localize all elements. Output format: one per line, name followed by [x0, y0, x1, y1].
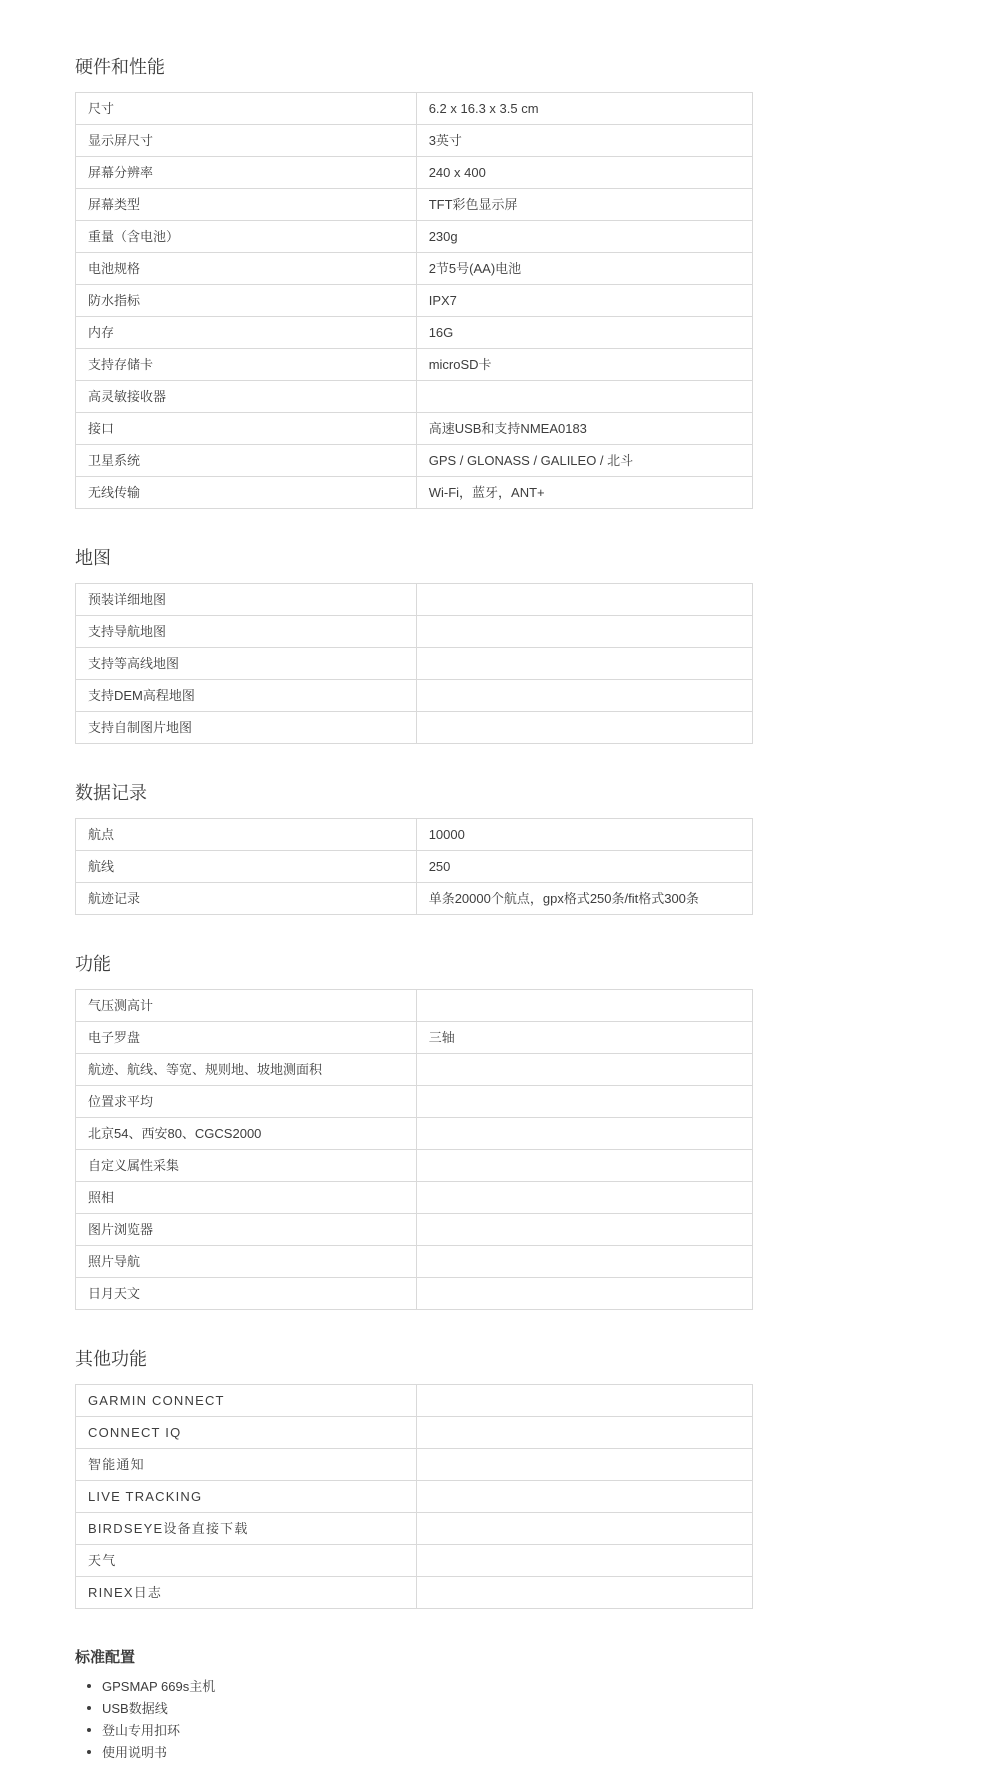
spec-row: [76, 616, 752, 648]
spec-value: [417, 1513, 752, 1544]
spec-label: 气压测高计: [76, 990, 417, 1021]
spec-row: [76, 819, 752, 851]
spec-value: TFT彩色显示屏: [428, 196, 518, 212]
spec-row: [76, 221, 752, 253]
spec-label: 预装详细地图: [76, 584, 417, 615]
spec-row: [76, 1278, 752, 1309]
spec-label: 航迹记录: [76, 883, 417, 914]
bullet-item: [87, 1723, 753, 1738]
spec-value: [417, 1214, 752, 1245]
spec-row: [76, 1513, 752, 1545]
spec-value: 2节5号(AA)电池: [428, 260, 522, 276]
bullet-item-text: 登山专用扣环: [102, 1723, 181, 1738]
bullet-item-text: USB数据线: [102, 1701, 168, 1716]
spec-label: 北京54、西安80、CGCS2000: [76, 1118, 417, 1149]
spec-label: 卫星系统: [76, 445, 417, 476]
section: [75, 1647, 753, 1760]
spec-label: 自定义属性采集: [76, 1150, 417, 1181]
spec-value: [417, 1118, 752, 1149]
spec-row: [76, 990, 752, 1022]
spec-row: [76, 189, 752, 221]
spec-label: 接口: [76, 413, 417, 444]
spec-value: [417, 1449, 752, 1480]
spec-value: 230g: [428, 228, 458, 244]
spec-label: 电池规格: [76, 253, 417, 284]
spec-value: 6.2 x 16.3 x 3.5 cm: [428, 100, 539, 116]
bullet-item: [87, 1679, 753, 1694]
spec-label: 支持导航地图: [76, 616, 417, 647]
section-title: 硬件和性能: [75, 57, 165, 77]
spec-row: [76, 477, 752, 508]
spec-row: [76, 1449, 752, 1481]
spec-value: 10000: [428, 826, 465, 842]
spec-value: [417, 1086, 752, 1117]
spec-value: 250: [428, 858, 451, 874]
spec-row: [76, 1577, 752, 1608]
spec-row: [76, 93, 752, 125]
section: [75, 547, 753, 744]
spec-label: 支持自制图片地图: [76, 712, 417, 743]
spec-table: [75, 583, 753, 744]
spec-label: 电子罗盘: [76, 1022, 417, 1053]
spec-row: [76, 712, 752, 743]
spec-value: [417, 1246, 752, 1277]
spec-label: 图片浏览器: [76, 1214, 417, 1245]
spec-row: [76, 1086, 752, 1118]
spec-row: [76, 1481, 752, 1513]
section-title: 地图: [75, 548, 111, 568]
spec-row: [76, 1246, 752, 1278]
section-title: 功能: [75, 954, 111, 974]
spec-row: [76, 1022, 752, 1054]
spec-label: 无线传输: [76, 477, 417, 508]
spec-value: [417, 990, 752, 1021]
section: [75, 1348, 753, 1609]
spec-value: [417, 680, 752, 711]
spec-value: [417, 1182, 752, 1213]
spec-row: [76, 883, 752, 914]
spec-label: 支持存储卡: [76, 349, 417, 380]
bullet-item-text: GPSMAP 669s主机: [102, 1679, 216, 1694]
spec-value: [417, 1417, 752, 1448]
spec-label: 尺寸: [76, 93, 417, 124]
spec-label: 重量（含电池）: [76, 221, 417, 252]
spec-value: [417, 1054, 752, 1085]
section-title: 标准配置: [75, 1649, 136, 1666]
spec-row: [76, 125, 752, 157]
spec-row: [76, 253, 752, 285]
bullet-dot-icon: [87, 1706, 91, 1710]
spec-label: 支持DEM高程地图: [76, 680, 417, 711]
spec-row: [76, 349, 752, 381]
spec-label: 高灵敏接收器: [76, 381, 417, 412]
spec-row: [76, 1150, 752, 1182]
spec-value: [417, 712, 752, 743]
spec-label: 屏幕分辨率: [76, 157, 417, 188]
spec-table: [75, 92, 753, 509]
spec-row: [76, 157, 752, 189]
spec-value: [417, 584, 752, 615]
spec-label: 内存: [76, 317, 417, 348]
bullet-item-text: 使用说明书: [102, 1745, 168, 1760]
spec-value: [417, 616, 752, 647]
spec-row: [76, 1417, 752, 1449]
spec-value: [417, 1150, 752, 1181]
spec-row: [76, 1545, 752, 1577]
spec-table: [75, 989, 753, 1310]
spec-value: 3英寸: [428, 132, 462, 148]
spec-label: 航线: [76, 851, 417, 882]
spec-label: 防水指标: [76, 285, 417, 316]
spec-label: LIVE TRACKING: [76, 1481, 417, 1512]
spec-row: [76, 851, 752, 883]
spec-row: [76, 1385, 752, 1417]
bullet-item: [87, 1745, 753, 1760]
spec-label: 航点: [76, 819, 417, 850]
bullet-dot-icon: [87, 1684, 91, 1688]
spec-row: [76, 1054, 752, 1086]
spec-value: 高速USB和支持NMEA0183: [428, 420, 587, 436]
spec-row: [76, 285, 752, 317]
bullet-dot-icon: [87, 1750, 91, 1754]
spec-value: [417, 648, 752, 679]
spec-value: [417, 1481, 752, 1512]
spec-label: 照相: [76, 1182, 417, 1213]
spec-row: [76, 445, 752, 477]
section: [75, 782, 753, 915]
spec-value: 单条20000个航点，gpx格式250条/fit格式300条: [428, 890, 699, 906]
spec-row: [76, 584, 752, 616]
spec-row: [76, 1118, 752, 1150]
spec-value: IPX7: [428, 292, 457, 308]
spec-value: [417, 1577, 752, 1608]
spec-value: [417, 1385, 752, 1416]
spec-value: 三轴: [428, 1029, 455, 1045]
spec-value: Wi-Fi，蓝牙，ANT+: [428, 484, 545, 500]
spec-label: 智能通知: [76, 1449, 417, 1480]
spec-label: 天气: [76, 1545, 417, 1576]
spec-content: [75, 0, 753, 1760]
spec-row: [76, 648, 752, 680]
spec-table: [75, 818, 753, 915]
spec-row: [76, 317, 752, 349]
section-title: 数据记录: [75, 783, 147, 803]
spec-value: 16G: [428, 324, 454, 340]
spec-value: [417, 381, 752, 412]
spec-label: 照片导航: [76, 1246, 417, 1277]
section: [75, 953, 753, 1310]
spec-label: BIRDSEYE设备直接下载: [76, 1513, 417, 1544]
spec-row: [76, 381, 752, 413]
bullet-item: [87, 1701, 753, 1716]
spec-row: [76, 1182, 752, 1214]
spec-row: [76, 680, 752, 712]
spec-value: 240 x 400: [428, 164, 486, 180]
spec-label: RINEX日志: [76, 1577, 417, 1608]
spec-row: [76, 1214, 752, 1246]
spec-label: 航迹、航线、等宽、规则地、坡地测面积: [76, 1054, 417, 1085]
section-title: 其他功能: [75, 1349, 147, 1369]
spec-value: [417, 1545, 752, 1576]
bullet-list: [75, 1679, 753, 1760]
spec-value: [417, 1278, 752, 1309]
spec-label: 屏幕类型: [76, 189, 417, 220]
spec-value: microSD卡: [428, 356, 492, 372]
spec-label: 位置求平均: [76, 1086, 417, 1117]
spec-label: 显示屏尺寸: [76, 125, 417, 156]
spec-label: GARMIN CONNECT: [76, 1385, 417, 1416]
spec-label: 支持等高线地图: [76, 648, 417, 679]
bullet-dot-icon: [87, 1728, 91, 1732]
spec-value: GPS / GLONASS / GALILEO / 北斗: [428, 452, 634, 468]
spec-label: CONNECT IQ: [76, 1417, 417, 1448]
spec-row: [76, 413, 752, 445]
spec-table: [75, 1384, 753, 1609]
section: [75, 56, 753, 509]
spec-label: 日月天文: [76, 1278, 417, 1309]
